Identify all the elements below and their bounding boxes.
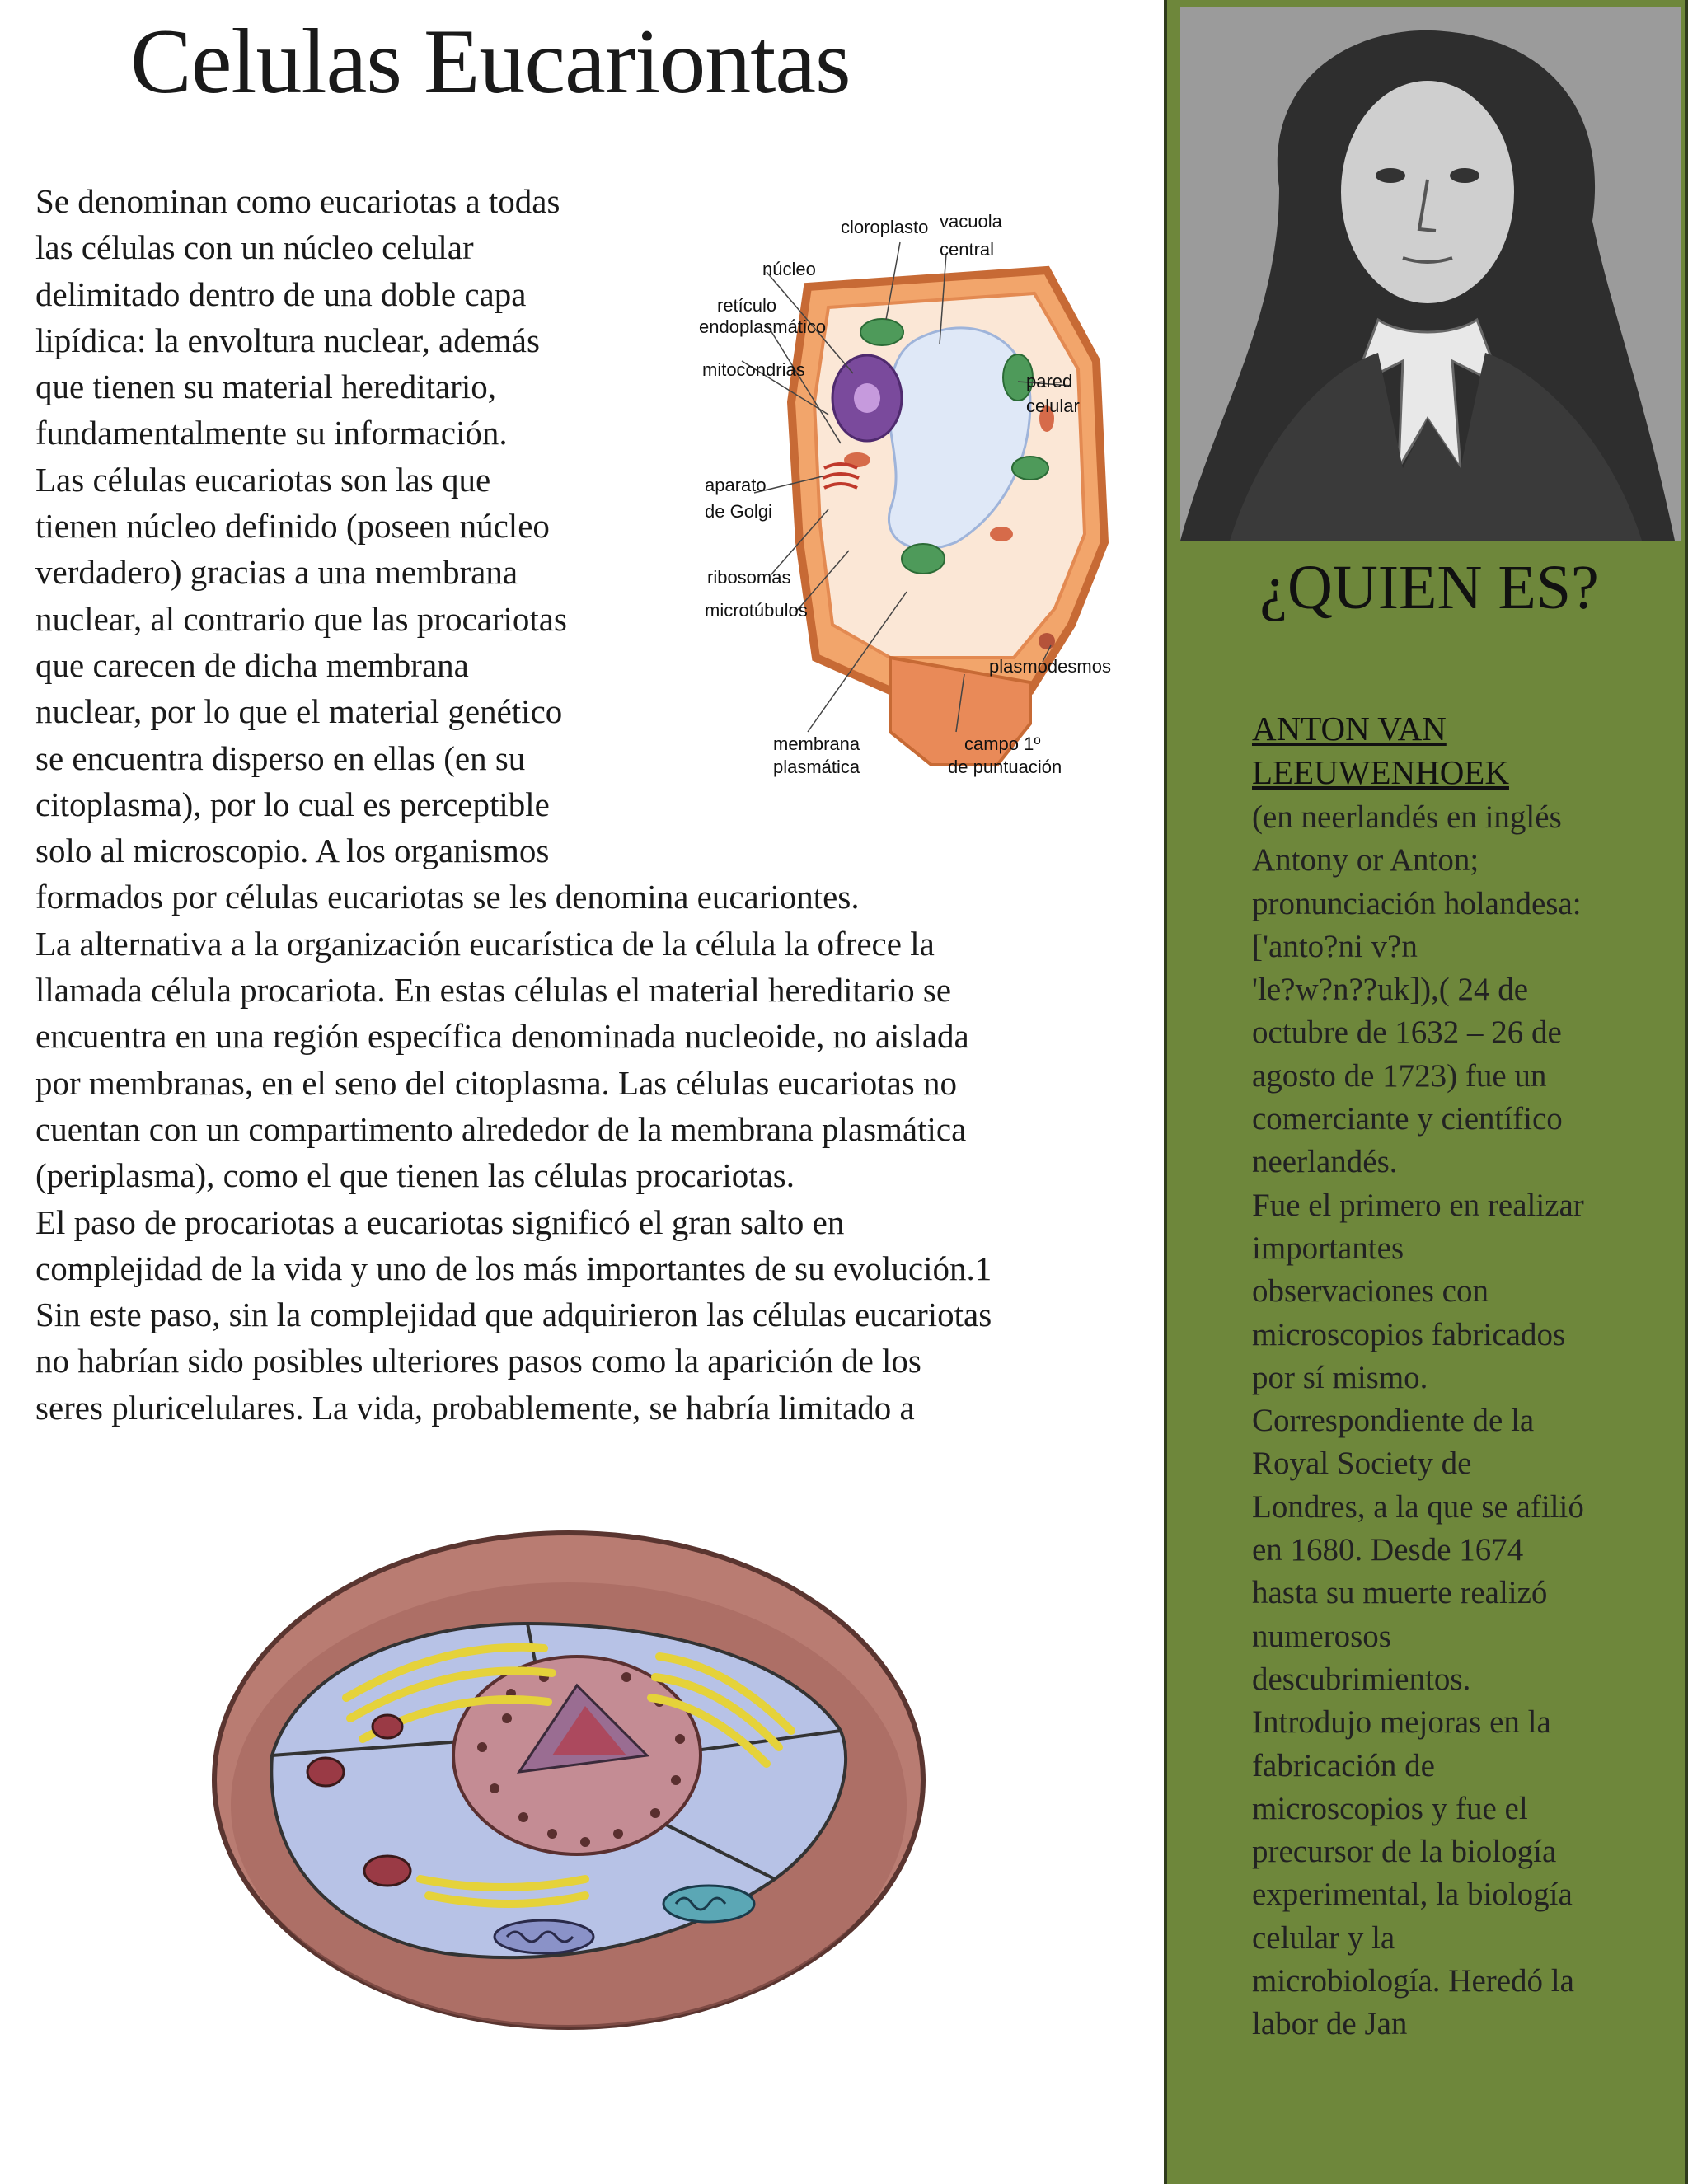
bio-line: agosto de 1723) fue un [1252, 1057, 1547, 1094]
bio-line: microscopios fabricados [1252, 1316, 1566, 1352]
bio-line: Antony or Anton; [1252, 842, 1479, 879]
bio-line: octubre de 1632 – 26 de [1252, 1015, 1562, 1051]
bio-line: Royal Society de [1252, 1446, 1472, 1482]
bio-line: 'le?w?n??uk]),( 24 de [1252, 972, 1529, 1008]
bio-line: microbiología. Heredó la [1252, 1963, 1574, 1999]
body-line: las células con un núcleo celular [35, 228, 474, 267]
bio-name-line: ANTON VAN [1252, 710, 1447, 748]
bio-line: experimental, la biología [1252, 1877, 1573, 1913]
page-title: Celulas Eucariontas [130, 11, 851, 113]
label-microtubulos: microtúbulos [705, 600, 808, 621]
body-line: que tienen su material hereditario, [35, 368, 496, 406]
body-line: llamada célula procariota. En estas células el material hereditario se [35, 971, 952, 1010]
label-vacuola: vacuola [940, 211, 1002, 232]
body-line: que carecen de dicha membrana [35, 645, 469, 684]
body-line: por membranas, en el seno del citoplasma. Las células eucariotas no [35, 1063, 957, 1102]
label-ribosomas: ribosomas [707, 567, 791, 588]
bio-line: Correspondiente de la [1252, 1403, 1535, 1439]
body-line: (periplasma), como el que tienen las células procariotas. [35, 1156, 795, 1195]
bio-line: importantes [1252, 1230, 1404, 1266]
bio-line: comerciante y científico [1252, 1101, 1563, 1137]
bio-line: numerosos [1252, 1618, 1391, 1654]
body-line: La alternativa a la organización eucarística de la célula la ofrece la [35, 924, 935, 963]
bio-line: ['anto?ni v?n [1252, 928, 1418, 964]
bio-line: neerlandés. [1252, 1144, 1398, 1180]
label-endoplasmatico: endoplasmático [699, 316, 827, 337]
body-line: Sin este paso, sin la complejidad que adquirieron las células eucariotas [35, 1296, 992, 1334]
label-pared: pared [1026, 371, 1073, 391]
body-line: cuentan con un compartimento alrededor de la membrana plasmática [35, 1109, 967, 1148]
label-membrana: membrana [773, 733, 860, 754]
bio-line: fabricación de [1252, 1747, 1435, 1783]
body-line: no habrían sido posibles ulteriores pasos como la aparición de los [35, 1342, 921, 1380]
bio-line: Londres, a la que se afilió [1252, 1488, 1584, 1525]
body-line: Se denominan como eucariotas a todas [35, 182, 560, 220]
label-campo: campo 1º [964, 733, 1041, 754]
body-line: tienen núcleo definido (poseen núcleo [35, 507, 550, 546]
bio-line: hasta su muerte realizó [1252, 1575, 1548, 1611]
leeuwenhoek-portrait [1180, 7, 1681, 541]
body-line: encuentra en una región específica denominada nucleoide, no aislada [35, 1017, 969, 1056]
label-plasmodesmos: plasmodesmos [989, 656, 1111, 677]
body-line: lipídica: la envoltura nuclear, además [35, 321, 540, 359]
bio-line: (en neerlandés en inglés [1252, 799, 1562, 835]
body-line: citoplasma), por lo cual es perceptible [35, 785, 550, 823]
label-de-puntuacion: de puntuación [948, 757, 1062, 777]
body-line: complejidad de la vida y uno de los más importantes de su evolución.1 [35, 1249, 992, 1287]
bio-line: en 1680. Desde 1674 [1252, 1532, 1524, 1568]
body-line: Las células eucariotas son las que [35, 460, 491, 499]
bio-line: microscopios y fue el [1252, 1790, 1528, 1826]
body-line: nuclear, al contrario que las procariotas [35, 599, 567, 638]
label-de-golgi: de Golgi [705, 501, 772, 522]
plant-cell-diagram [684, 196, 1146, 798]
body-line: nuclear, por lo que el material genético [35, 692, 563, 731]
bio-line: Introdujo mejoras en la [1252, 1704, 1551, 1741]
body-line: El paso de procariotas a eucariotas significó el gran salto en [35, 1202, 845, 1241]
bio-name [1252, 707, 1664, 794]
bio-line: observaciones con [1252, 1273, 1489, 1310]
bio-text [1252, 796, 1681, 2046]
body-line: se encuentra disperso en ellas (en su [35, 738, 526, 777]
bio-line: labor de Jan [1252, 2006, 1408, 2042]
label-nucleo: núcleo [762, 259, 816, 279]
label-celular: celular [1026, 396, 1080, 416]
bio-name-line: LEEUWENHOEK [1252, 753, 1509, 791]
body-line: solo al microscopio. A los organismos [35, 832, 550, 870]
bio-line: descubrimientos. [1252, 1661, 1471, 1697]
body-line: delimitado dentro de una doble capa [35, 274, 527, 313]
body-line: fundamentalmente su información. [35, 414, 508, 452]
label-plasmatica: plasmática [773, 757, 860, 777]
sidebar [1164, 0, 1688, 2184]
animal-cell-illustration [198, 1508, 940, 2044]
bio-line: precursor de la biología [1252, 1834, 1557, 1870]
label-central: central [940, 239, 995, 260]
body-line: verdadero) gracias a una membrana [35, 553, 518, 592]
label-cloroplasto: cloroplasto [841, 217, 929, 237]
body-line: seres pluricelulares. La vida, probablemente, se habría limitado a [35, 1388, 915, 1427]
label-reticulo: retículo [717, 295, 777, 316]
bio-line: por sí mismo. [1252, 1359, 1428, 1395]
label-mitocondrias: mitocondrias [702, 359, 805, 380]
body-line: formados por células eucariotas se les denomina eucariontes. [35, 878, 860, 916]
label-aparato: aparato [705, 475, 767, 495]
bio-line: Fue el primero en realizar [1252, 1187, 1584, 1223]
bio-line: celular y la [1252, 1919, 1395, 1956]
who-heading: ¿QUIEN ES? [1259, 553, 1599, 622]
bio-line: pronunciación holandesa: [1252, 885, 1582, 921]
